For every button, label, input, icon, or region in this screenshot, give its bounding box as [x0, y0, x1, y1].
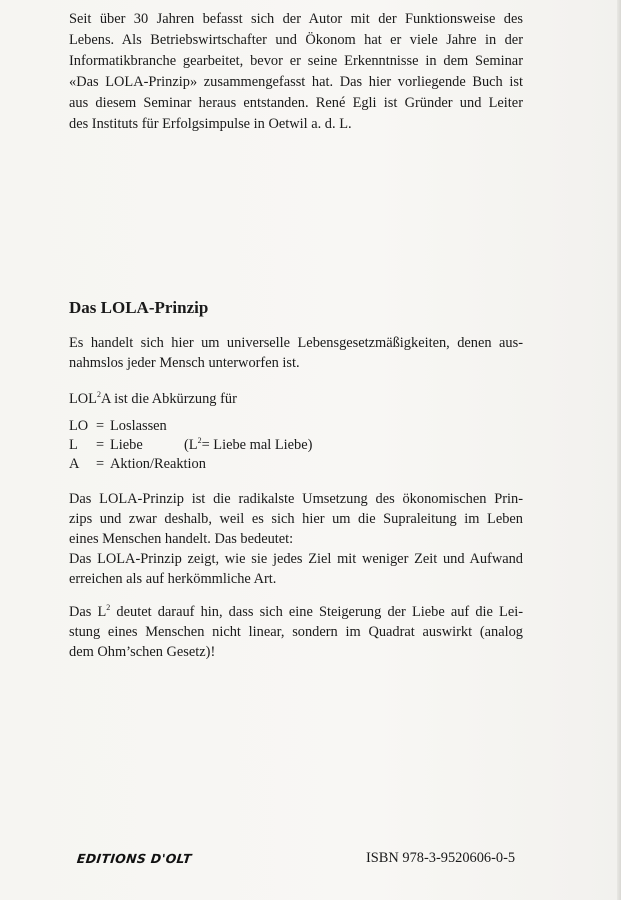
paragraph-line: zips und zwar deshalb, weil es sich hier um die Supraleitung im Leben [69, 511, 523, 527]
publisher-logo: EDITIONS D'OLT [76, 851, 193, 866]
bio-line: Informatikbranche gearbeitet, bevor er seine Erkenntnisse in dem Seminar [69, 53, 523, 69]
abbr-prefix: LOL [69, 391, 97, 407]
legend-row [69, 417, 523, 436]
intro-line: Es handelt sich hier um universelle Lebensgesetzmäßigkeiten, denen aus- [69, 335, 523, 351]
page-edge [617, 0, 621, 900]
para2-prefix: Das L [69, 604, 107, 620]
isbn-number: ISBN 978-3-9520606-0-5 [366, 850, 516, 866]
legend-value: Loslassen [110, 418, 167, 434]
bio-line: «Das LOLA-Prinzip» zusammengefasst hat. Das hier vorliegende Buch ist [69, 74, 523, 90]
legend-value: Aktion/Reaktion [110, 456, 206, 472]
legend-note [174, 436, 312, 455]
note-prefix: (L [184, 437, 198, 453]
abbreviation-legend [69, 417, 523, 474]
abbr-suffix: A ist die Abkürzung für [100, 391, 237, 407]
abbr-superscript: 2 [96, 390, 101, 399]
bio-line: des Instituts für Erfolgsimpulse in Oetwil a. d. L. [69, 116, 352, 132]
l-squared-paragraph [69, 602, 523, 662]
paragraph-line: erreichen als auf herkömmliche Art. [69, 571, 277, 587]
paragraph-line: eines Menschen handelt. Das bedeutet: [69, 531, 294, 547]
bio-line: Seit über 30 Jahren befasst sich der Autor mit der Funktionsweise des [69, 11, 523, 27]
note-suffix: = Liebe mal Liebe) [201, 437, 313, 453]
paragraph-line: stung eines Menschen nicht linear, sondern im Quadrat auswirkt (analog [69, 624, 523, 640]
author-bio [69, 9, 523, 135]
para2-rest: deutet darauf hin, dass sich eine Steigerung der Liebe auf die Lei- [110, 604, 523, 620]
paragraph-line: Das LOLA-Prinzip zeigt, wie sie jedes Ziel mit weniger Zeit und Aufwand [69, 551, 523, 567]
paragraph-line: Das LOLA-Prinzip ist die radikalste Umsetzung des ökonomischen Prin- [69, 491, 523, 507]
legend-row [69, 436, 523, 455]
legend-equals: = [96, 456, 105, 472]
legend-equals: = [96, 437, 105, 453]
section-title: Das LOLA-Prinzip [69, 298, 209, 317]
intro-line: nahmslos jeder Mensch unterworfen ist. [69, 355, 300, 371]
paragraph-line [69, 602, 523, 622]
paragraph-line: dem Ohm’schen Gesetz)! [69, 644, 216, 660]
bio-line: aus diesem Seminar heraus entstanden. René Egli ist Gründer und Leiter [69, 95, 523, 111]
note-superscript: 2 [197, 436, 202, 445]
legend-key: L [69, 437, 78, 453]
legend-equals: = [96, 418, 105, 434]
intro-paragraph [69, 333, 523, 373]
legend-key: LO [69, 418, 89, 434]
bio-line: Lebens. Als Betriebswirtschafter und Ökonom hat er viele Jahre in der [69, 32, 523, 48]
legend-row [69, 455, 523, 474]
lola-explanation-paragraph [69, 489, 523, 589]
para2-superscript: 2 [106, 603, 111, 612]
legend-key: A [69, 456, 80, 472]
abbreviation-heading [69, 389, 523, 409]
legend-value: Liebe [110, 437, 143, 453]
